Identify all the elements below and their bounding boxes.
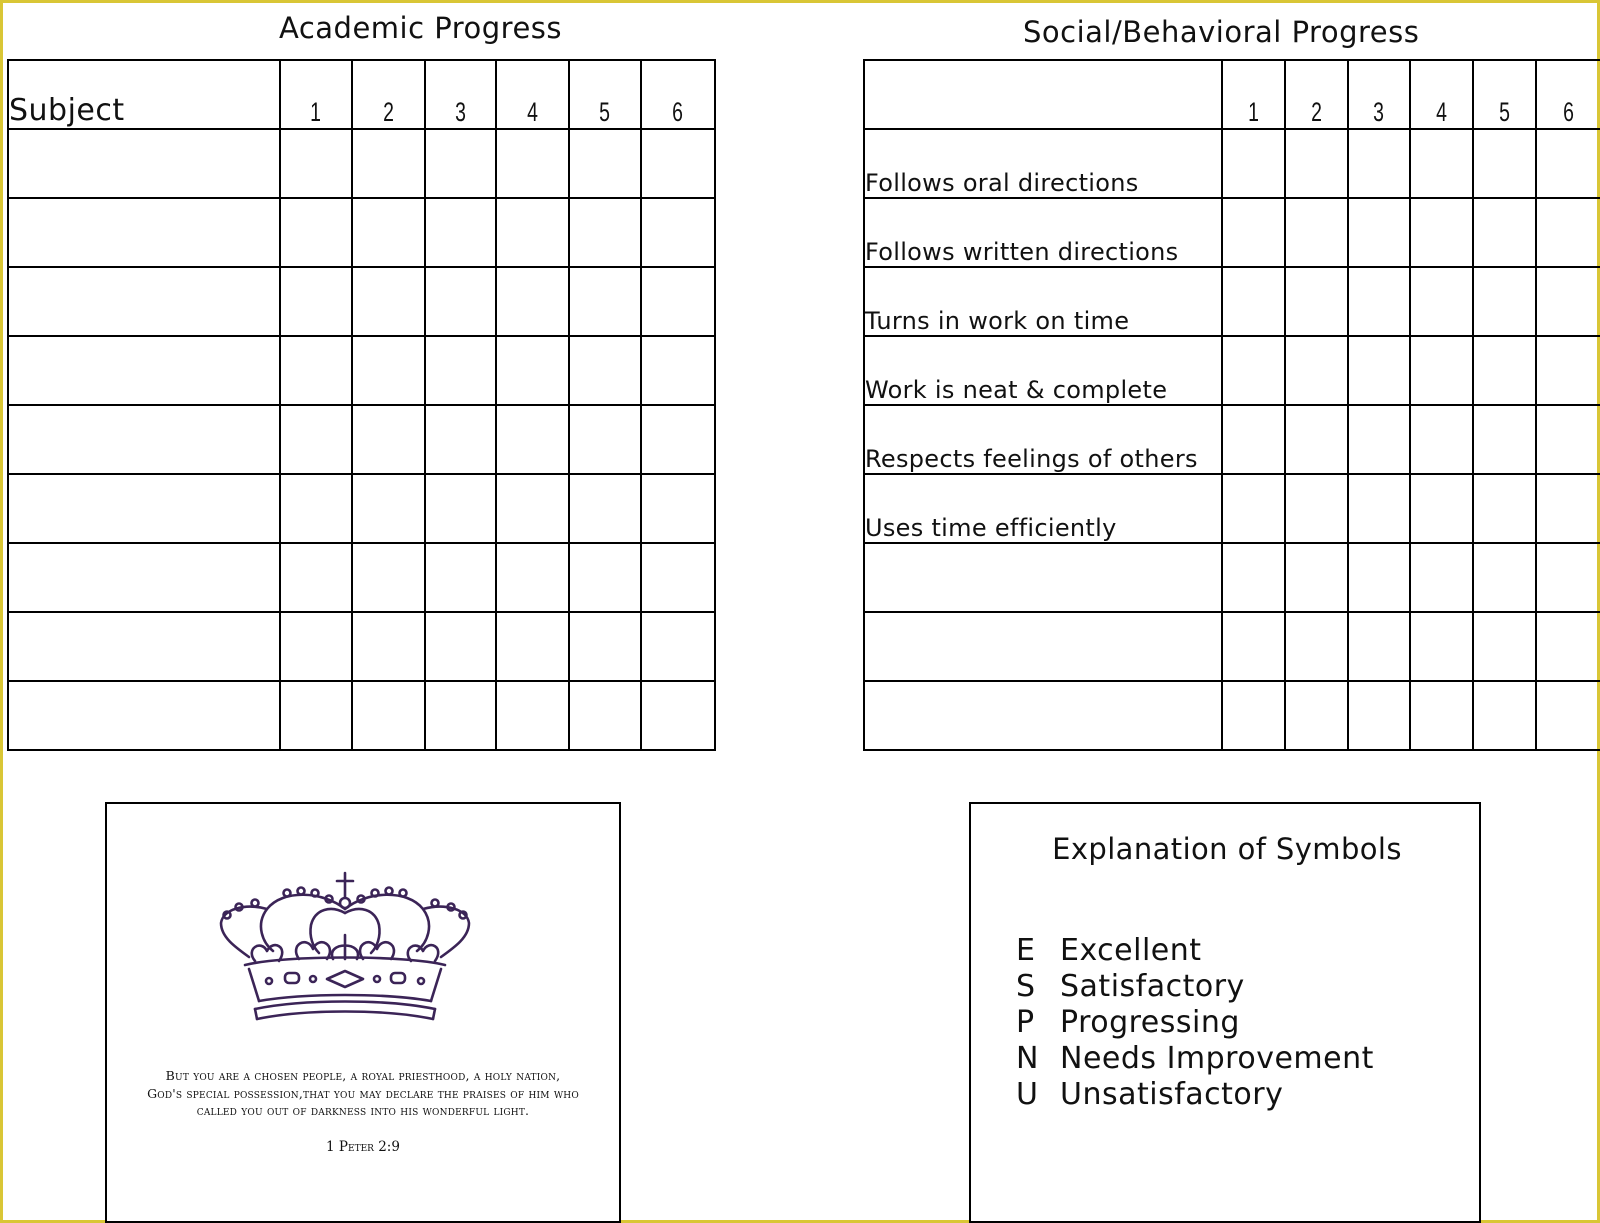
- rating-cell: [1222, 198, 1285, 267]
- rating-cell: [1536, 474, 1600, 543]
- behavior-row: [864, 405, 1600, 474]
- behavior-label: Respects feelings of others: [864, 405, 1222, 474]
- academic-subject-row: [8, 681, 715, 750]
- grade-cell: [641, 198, 715, 267]
- grade-cell: [569, 129, 641, 198]
- period-header: 6: [1536, 60, 1600, 129]
- rating-cell: [1536, 336, 1600, 405]
- grade-cell: [425, 405, 496, 474]
- rating-cell: [1348, 612, 1410, 681]
- rating-cell: [1222, 612, 1285, 681]
- rating-cell: [1536, 405, 1600, 474]
- rating-cell: [1348, 405, 1410, 474]
- period-header: 3: [1348, 60, 1410, 129]
- rating-cell: [1285, 129, 1348, 198]
- grade-cell: [352, 129, 425, 198]
- grade-cell: [425, 198, 496, 267]
- grade-cell: [280, 405, 352, 474]
- legend-label: Unsatisfactory: [1060, 1077, 1284, 1112]
- grade-cell: [641, 405, 715, 474]
- legend-symbol: P: [1016, 1005, 1035, 1040]
- behavior-label: Follows oral directions: [864, 129, 1222, 198]
- rating-cell: [1473, 405, 1536, 474]
- rating-cell: [1348, 681, 1410, 750]
- behavior-row: [864, 681, 1600, 750]
- grade-cell: [641, 474, 715, 543]
- rating-cell: [1536, 267, 1600, 336]
- rating-cell: [1222, 474, 1285, 543]
- rating-cell: [1222, 129, 1285, 198]
- academic-subject-row: [8, 612, 715, 681]
- rating-cell: [1410, 612, 1473, 681]
- grade-cell: [641, 336, 715, 405]
- grade-cell: [280, 681, 352, 750]
- grade-cell: [496, 405, 569, 474]
- academic-progress-title: Academic Progress: [279, 11, 563, 45]
- legend-symbol: S: [1016, 969, 1036, 1004]
- grade-cell: [425, 129, 496, 198]
- grade-cell: [569, 474, 641, 543]
- behavior-label: Work is neat & complete: [864, 336, 1222, 405]
- legend-item: [1016, 1005, 1240, 1040]
- behavior-label: Follows written directions: [864, 198, 1222, 267]
- rating-cell: [1285, 405, 1348, 474]
- rating-cell: [1348, 474, 1410, 543]
- subject-cell: [8, 681, 280, 750]
- rating-cell: [1410, 336, 1473, 405]
- period-header: 1: [280, 60, 352, 129]
- behavior-label: [864, 681, 1222, 750]
- rating-cell: [1222, 405, 1285, 474]
- subject-cell: [8, 267, 280, 336]
- legend-symbol: E: [1016, 933, 1036, 968]
- period-header: 5: [1473, 60, 1536, 129]
- verse-line: God's special possession,that you may declare the praises of him who: [147, 1085, 579, 1101]
- period-header: 4: [496, 60, 569, 129]
- rating-cell: [1473, 612, 1536, 681]
- grade-cell: [280, 543, 352, 612]
- rating-cell: [1473, 267, 1536, 336]
- rating-cell: [1536, 681, 1600, 750]
- grade-cell: [352, 405, 425, 474]
- rating-cell: [1348, 129, 1410, 198]
- verse-text: [105, 1067, 621, 1120]
- period-header: 4: [1410, 60, 1473, 129]
- grade-cell: [425, 336, 496, 405]
- rating-cell: [1536, 198, 1600, 267]
- grade-cell: [496, 198, 569, 267]
- behavior-row: [864, 336, 1600, 405]
- rating-cell: [1473, 129, 1536, 198]
- rating-cell: [1222, 681, 1285, 750]
- grade-cell: [280, 474, 352, 543]
- rating-cell: [1473, 198, 1536, 267]
- behavior-column-header: [864, 60, 1222, 129]
- rating-cell: [1473, 681, 1536, 750]
- rating-cell: [1285, 474, 1348, 543]
- period-header: 2: [352, 60, 425, 129]
- rating-cell: [1473, 336, 1536, 405]
- subject-cell: [8, 474, 280, 543]
- legend-symbol: U: [1016, 1077, 1039, 1112]
- grade-cell: [496, 336, 569, 405]
- grade-cell: [569, 198, 641, 267]
- grade-cell: [352, 336, 425, 405]
- grade-cell: [280, 336, 352, 405]
- subject-cell: [8, 543, 280, 612]
- verse-reference: 1 Peter 2:9: [326, 1139, 400, 1155]
- rating-cell: [1222, 267, 1285, 336]
- legend-label: Progressing: [1060, 1005, 1240, 1040]
- grade-cell: [641, 681, 715, 750]
- subject-cell: [8, 336, 280, 405]
- subject-column-header: Subject: [8, 60, 280, 129]
- grade-cell: [425, 543, 496, 612]
- rating-cell: [1285, 681, 1348, 750]
- behavior-label: [864, 543, 1222, 612]
- period-header: 6: [641, 60, 715, 129]
- crown-icon: [215, 869, 475, 1031]
- behavior-row: [864, 474, 1600, 543]
- subject-cell: [8, 405, 280, 474]
- academic-subject-row: [8, 267, 715, 336]
- grade-cell: [425, 612, 496, 681]
- rating-cell: [1285, 612, 1348, 681]
- grade-cell: [280, 198, 352, 267]
- grade-cell: [641, 129, 715, 198]
- academic-subject-row: [8, 336, 715, 405]
- rating-cell: [1285, 198, 1348, 267]
- rating-cell: [1285, 336, 1348, 405]
- rating-cell: [1536, 612, 1600, 681]
- legend-item: [1016, 1041, 1374, 1076]
- period-header: 3: [425, 60, 496, 129]
- grade-cell: [425, 267, 496, 336]
- rating-cell: [1410, 198, 1473, 267]
- rating-cell: [1410, 129, 1473, 198]
- grade-cell: [352, 474, 425, 543]
- grade-cell: [496, 543, 569, 612]
- grade-cell: [496, 681, 569, 750]
- grade-cell: [496, 129, 569, 198]
- grade-cell: [352, 198, 425, 267]
- subject-cell: [8, 198, 280, 267]
- legend-item: [1016, 1077, 1283, 1112]
- grade-cell: [352, 681, 425, 750]
- academic-subject-row: [8, 405, 715, 474]
- legend-label: Needs Improvement: [1060, 1041, 1374, 1076]
- academic-header-row: [8, 60, 715, 129]
- behavior-row: [864, 267, 1600, 336]
- grade-cell: [280, 129, 352, 198]
- behavior-row: [864, 543, 1600, 612]
- rating-cell: [1285, 267, 1348, 336]
- grade-cell: [425, 474, 496, 543]
- grade-cell: [496, 474, 569, 543]
- grade-cell: [569, 405, 641, 474]
- verse-line: But you are a chosen people, a royal priesthood, a holy nation,: [165, 1068, 561, 1083]
- rating-cell: [1348, 336, 1410, 405]
- rating-cell: [1222, 336, 1285, 405]
- grade-cell: [641, 267, 715, 336]
- social-header-row: [864, 60, 1600, 129]
- grade-cell: [641, 543, 715, 612]
- period-header: 1: [1222, 60, 1285, 129]
- legend-label: Satisfactory: [1060, 969, 1245, 1004]
- legend-title: Explanation of Symbols: [1052, 832, 1402, 866]
- academic-subject-row: [8, 543, 715, 612]
- social-progress-table: [863, 59, 1600, 751]
- academic-progress-table: [7, 59, 716, 751]
- period-header: 2: [1285, 60, 1348, 129]
- subject-cell: [8, 612, 280, 681]
- rating-cell: [1473, 474, 1536, 543]
- social-progress-title: Social/Behavioral Progress: [1023, 15, 1420, 49]
- rating-cell: [1536, 543, 1600, 612]
- behavior-label: [864, 612, 1222, 681]
- academic-subject-row: [8, 474, 715, 543]
- behavior-row: [864, 129, 1600, 198]
- grade-cell: [569, 612, 641, 681]
- grade-cell: [352, 612, 425, 681]
- behavior-row: [864, 612, 1600, 681]
- behavior-label: Turns in work on time: [864, 267, 1222, 336]
- rating-cell: [1473, 543, 1536, 612]
- grade-cell: [496, 267, 569, 336]
- behavior-row: [864, 198, 1600, 267]
- rating-cell: [1536, 129, 1600, 198]
- legend-item: [1016, 969, 1245, 1004]
- rating-cell: [1348, 198, 1410, 267]
- rating-cell: [1410, 474, 1473, 543]
- legend-label: Excellent: [1060, 933, 1202, 968]
- legend-item: [1016, 933, 1202, 968]
- grade-cell: [496, 612, 569, 681]
- grade-cell: [569, 336, 641, 405]
- academic-subject-row: [8, 129, 715, 198]
- legend-symbol: N: [1016, 1041, 1039, 1076]
- behavior-label: Uses time efficiently: [864, 474, 1222, 543]
- period-header: 5: [569, 60, 641, 129]
- rating-cell: [1348, 543, 1410, 612]
- rating-cell: [1410, 681, 1473, 750]
- grade-cell: [569, 267, 641, 336]
- grade-cell: [425, 681, 496, 750]
- rating-cell: [1285, 543, 1348, 612]
- rating-cell: [1222, 543, 1285, 612]
- grade-cell: [569, 543, 641, 612]
- grade-cell: [641, 612, 715, 681]
- grade-cell: [280, 267, 352, 336]
- grade-cell: [569, 681, 641, 750]
- rating-cell: [1348, 267, 1410, 336]
- grade-cell: [352, 543, 425, 612]
- academic-subject-row: [8, 198, 715, 267]
- grade-cell: [280, 612, 352, 681]
- subject-cell: [8, 129, 280, 198]
- verse-line: called you out of darkness into his wonderful light.: [196, 1103, 530, 1118]
- rating-cell: [1410, 267, 1473, 336]
- rating-cell: [1410, 543, 1473, 612]
- grade-cell: [352, 267, 425, 336]
- rating-cell: [1410, 405, 1473, 474]
